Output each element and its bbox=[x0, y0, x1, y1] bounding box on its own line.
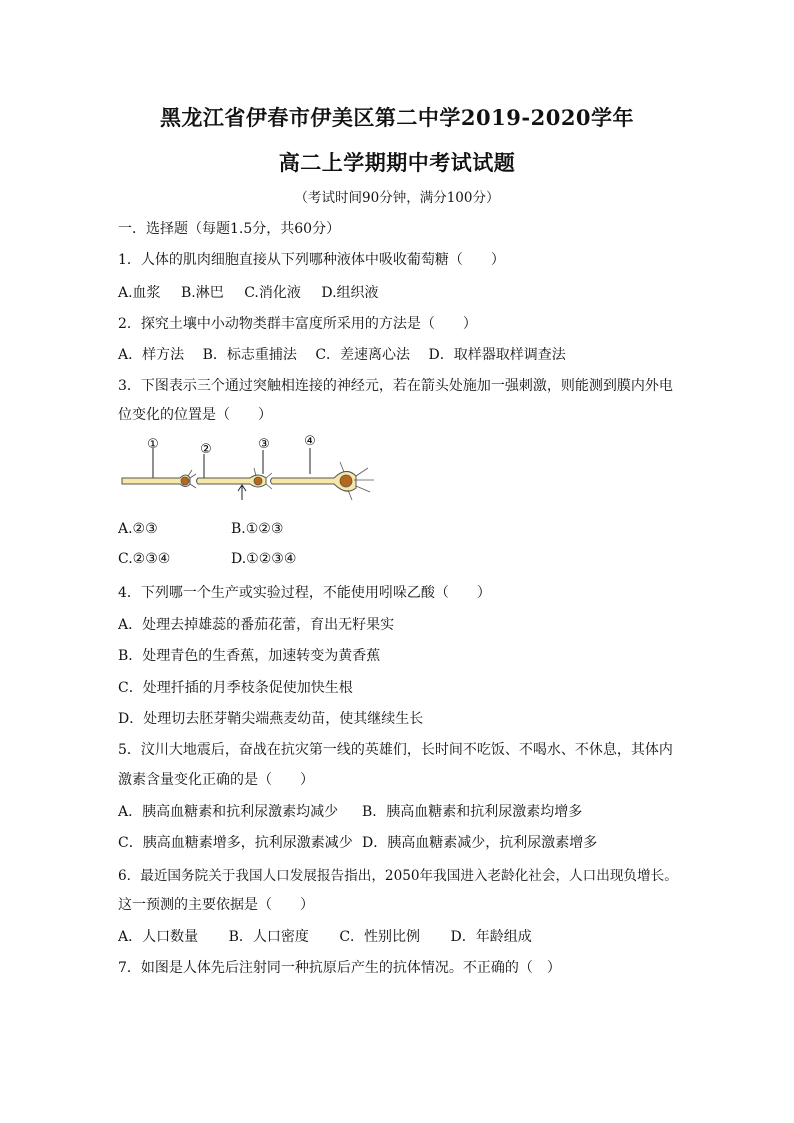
option-d: D.组织液 bbox=[321, 285, 379, 301]
question-3-option-c: C.②③④ bbox=[118, 551, 171, 567]
question-6-stem-line-1: 6．最近国务院关于我国人口发展报告指出，2050年我国进入老龄化社会，人口出现负增长。 bbox=[118, 868, 678, 884]
question-1-options bbox=[118, 282, 379, 302]
option-a: A.血浆 bbox=[118, 285, 161, 301]
question-7-stem: 7．如图是人体先后注射同一种抗原后产生的抗体情况。不正确的（ ） bbox=[118, 960, 561, 976]
question-6-options bbox=[118, 926, 532, 946]
section-heading: 一．选择题（每题1.5分，共60分） bbox=[118, 221, 341, 237]
question-4-option-a: A．处理去掉雄蕊的番茄花蕾，育出无籽果实 bbox=[118, 617, 395, 633]
option-b: B.淋巴 bbox=[181, 285, 224, 301]
label-4: ④ bbox=[304, 434, 316, 449]
option-d: D．取样器取样调查法 bbox=[428, 347, 566, 363]
label-3: ③ bbox=[258, 437, 270, 452]
question-3-option-a: A.②③ bbox=[118, 521, 158, 537]
option-d: D．年龄组成 bbox=[450, 929, 532, 945]
label-1: ① bbox=[147, 437, 159, 452]
question-4-option-c: C．处理扦插的月季枝条促使加快生根 bbox=[118, 680, 353, 696]
option-b: B．人口密度 bbox=[228, 929, 309, 945]
question-4-option-b: B．处理青色的生香蕉，加速转变为黄香蕉 bbox=[118, 648, 381, 664]
question-5-stem-line-1: 5．汶川大地震后，奋战在抗灾第一线的英雄们，长时间不吃饭、不喝水、不休息，其体内 bbox=[118, 742, 673, 758]
question-5-option-b: B．胰高血糖素和抗利尿激素均增多 bbox=[362, 804, 583, 820]
option-c: C．性别比例 bbox=[339, 929, 421, 945]
option-c: C.消化液 bbox=[244, 285, 301, 301]
question-5-option-c: C．胰高血糖素增多，抗利尿激素减少 bbox=[118, 835, 353, 851]
neuron-diagram bbox=[118, 434, 380, 504]
question-5-option-a: A．胰高血糖素和抗利尿激素均减少 bbox=[118, 804, 339, 820]
question-2-options bbox=[118, 344, 566, 364]
label-2: ② bbox=[200, 442, 212, 457]
option-a: A．样方法 bbox=[118, 347, 185, 363]
question-2-stem: 2．探究土壤中小动物类群丰富度所采用的方法是（ ） bbox=[118, 316, 477, 332]
exam-info: （考试时间90分钟，满分100分） bbox=[294, 190, 500, 206]
title-line-2: 高二上学期期中考试试题 bbox=[278, 150, 516, 175]
question-3-option-d: D.①②③④ bbox=[231, 551, 297, 567]
question-1-stem: 1．人体的肌肉细胞直接从下列哪种液体中吸收葡萄糖（ ） bbox=[118, 252, 505, 268]
question-4-option-d: D．处理切去胚芽鞘尖端燕麦幼苗，使其继续生长 bbox=[118, 711, 424, 727]
question-6-stem-line-2: 这一预测的主要依据是（ ） bbox=[118, 897, 314, 913]
question-5-stem-line-2: 激素含量变化正确的是（ ） bbox=[118, 772, 314, 788]
question-3-option-b: B.①②③ bbox=[231, 521, 284, 537]
option-c: C．差速离心法 bbox=[315, 347, 411, 363]
option-a: A．人口数量 bbox=[118, 929, 199, 945]
question-5-option-d: D．胰高血糖素减少，抗利尿激素增多 bbox=[362, 835, 598, 851]
neuron-diagram-svg bbox=[118, 434, 380, 504]
option-b: B．标志重捕法 bbox=[202, 347, 297, 363]
title-line-1: 黑龙江省伊春市伊美区第二中学2019-2020学年 bbox=[159, 105, 635, 130]
question-4-stem: 4．下列哪一个生产或实验过程，不能使用吲哚乙酸（ ） bbox=[118, 585, 491, 601]
question-3-stem-line-2: 位变化的位置是（ ） bbox=[118, 407, 272, 423]
question-3-stem-line-1: 3．下图表示三个通过突触相连接的神经元，若在箭头处施加一强刺激，则能测到膜内外电 bbox=[118, 378, 673, 394]
